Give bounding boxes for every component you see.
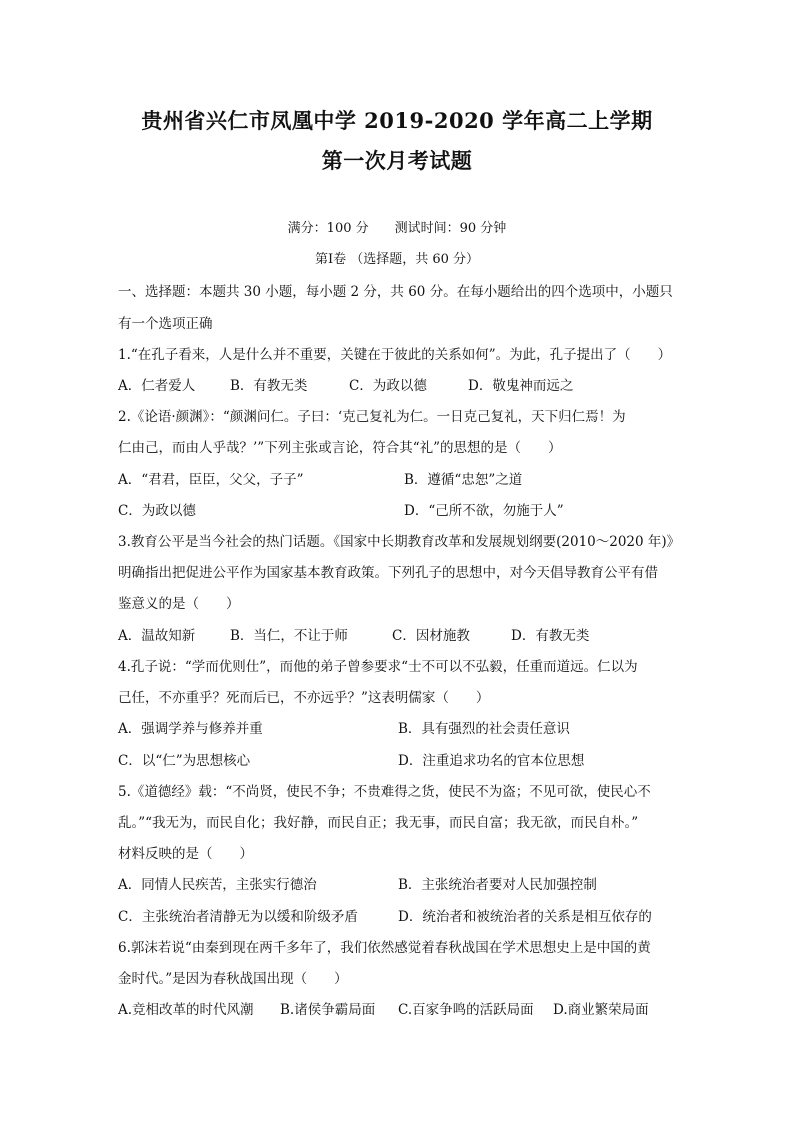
- q3-option-a: A．温故知新: [118, 628, 196, 644]
- exam-subtitle: 第一次月考试题: [321, 148, 473, 173]
- q6-option-d: D.商业繁荣局面: [553, 1002, 649, 1018]
- q1-option-c: C．为政以德: [349, 378, 427, 394]
- question-6-stem: 6.郭沫若说“由秦到现在两千多年了，我们依然感觉着春秋战国在学术思想史上是中国的黄: [118, 940, 651, 956]
- q3-option-b: B．当仁，不让于师: [230, 628, 348, 644]
- question-4-stem: 己任，不亦重乎？死而后已，不亦远乎？”这表明儒家（ ）: [118, 690, 490, 706]
- question-3-stem: 3.教育公平是当今社会的热门话题。《国家中长期教育改革和发展规划纲要(2010～2020 年)》: [118, 534, 681, 550]
- q4-option-a: A．强调学养与修养并重: [118, 721, 263, 737]
- q4-option-d: D．注重追求功名的官本位思想: [398, 753, 585, 769]
- full-score: 满分：100 分: [287, 221, 369, 236]
- question-3-stem: 鉴意义的是（ ）: [118, 596, 240, 612]
- question-4-stem: 4.孔子说：“学而优则仕”，而他的弟子曾参要求“士不可以不弘毅，任重而道远。仁以为: [118, 659, 638, 675]
- test-time: 测试时间：90 分钟: [394, 221, 507, 236]
- intro-line: 有一个选项正确: [118, 316, 213, 332]
- question-6-stem: 金时代。”是因为春秋战国出现（ ）: [118, 971, 348, 987]
- q4-option-c: C．以“仁”为思想核心: [118, 753, 251, 769]
- exam-meta: [0, 217, 794, 236]
- q1-option-d: D．敬鬼神而远之: [468, 378, 574, 394]
- exam-title: 贵州省兴仁市凤凰中学 2019-2020 学年高二上学期: [141, 108, 653, 133]
- q6-option-c: C.百家争鸣的活跃局面: [398, 1002, 534, 1018]
- q5-option-a: A．同情人民疾苦，主张实行德治: [118, 877, 317, 893]
- q3-option-c: C．因材施教: [392, 628, 470, 644]
- q1-option-a: A．仁者爱人: [118, 378, 196, 394]
- q2-option-b: B．遵循“忠恕”之道: [404, 472, 523, 488]
- q2-option-d: D．“己所不欲，勿施于人”: [404, 503, 564, 519]
- q6-option-a: A.竞相改革的时代风潮: [118, 1002, 254, 1018]
- question-1-stem: 1.“在孔子看来，人是什么并不重要，关键在于彼此的关系如何”。为此，孔子提出了（ ）: [118, 347, 672, 363]
- question-2-stem: 仁由己，而由人乎哉？’”下列主张或言论，符合其“礼”的思想的是（ ）: [118, 440, 562, 456]
- q2-option-a: A．“君君，臣臣，父父，子子”: [118, 472, 304, 488]
- q4-option-b: B．具有强烈的社会责任意识: [398, 721, 570, 737]
- q2-option-c: C．为政以德: [118, 503, 196, 519]
- question-5-stem: 乱。”“我无为，而民自化；我好静，而民自正；我无事，而民自富；我无欲，而民自朴。”: [118, 815, 639, 831]
- q3-option-d: D．有教无类: [511, 628, 590, 644]
- q1-option-b: B．有教无类: [230, 378, 308, 394]
- intro-line: 一、选择题：本题共 30 小题，每小题 2 分，共 60 分。在每小题给出的四个选项中，小题只: [118, 284, 673, 300]
- question-5-stem: 5.《道德经》载：“不尚贤，使民不争；不贵难得之货，使民不为盗；不见可欲，使民心不: [118, 784, 651, 800]
- q5-option-c: C．主张统治者清静无为以缓和阶级矛盾: [118, 909, 358, 925]
- q6-option-b: B.诸侯争霸局面: [280, 1002, 376, 1018]
- section-heading: 第Ⅰ卷 （选择题，共 60 分）: [314, 252, 480, 267]
- q5-option-b: B．主张统治者要对人民加强控制: [398, 877, 597, 893]
- question-5-stem: 材料反映的是（ ）: [118, 846, 253, 862]
- question-3-stem: 明确指出把促进公平作为国家基本教育政策。下列孔子的思想中，对今天倡导教育公平有借: [118, 565, 658, 581]
- question-2-stem: 2.《论语·颜渊》：“颜渊问仁。子曰：‘克己复礼为仁。一日克己复礼，天下归仁焉！为: [118, 409, 626, 425]
- q5-option-d: D．统治者和被统治者的关系是相互依存的: [398, 909, 652, 925]
